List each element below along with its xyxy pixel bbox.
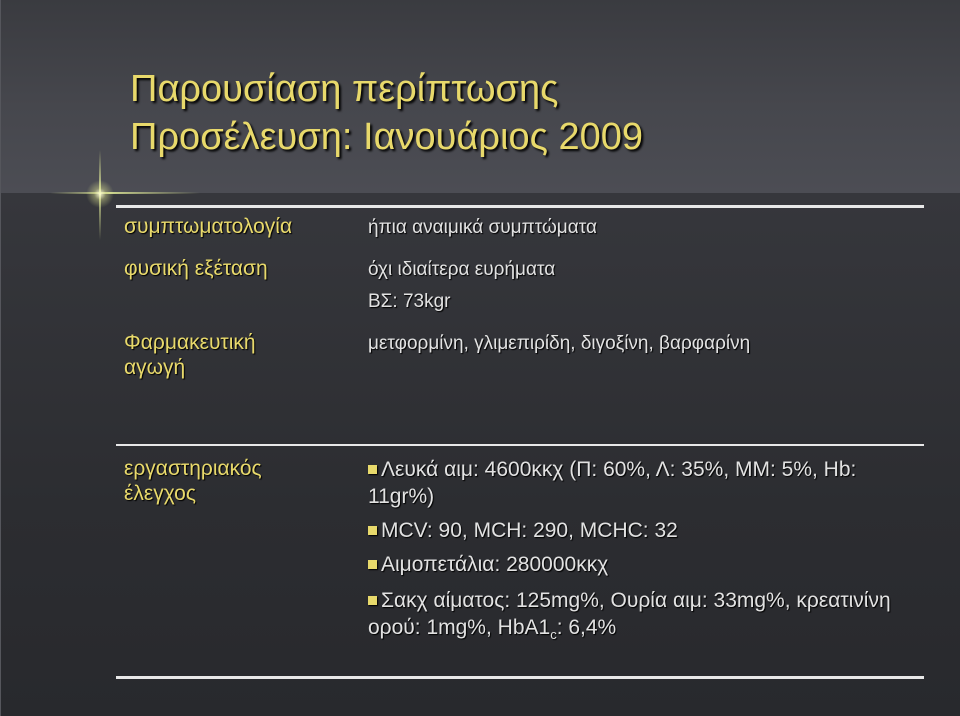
bullet-icon bbox=[368, 596, 377, 605]
symptoms-label: συμπτωματολογία bbox=[124, 215, 293, 238]
lab-item-platelets: Αιμοπετάλια: 280000κκχ bbox=[368, 551, 928, 578]
bullet-icon bbox=[368, 560, 377, 569]
middle-divider bbox=[116, 444, 924, 446]
left-border bbox=[0, 0, 1, 716]
medication-value: μετφορμίνη, γλιμεπιρίδη, διγοξίνη, βαρφαρίνη bbox=[368, 333, 751, 354]
lab-item-indices: MCV: 90, MCH: 290, MCHC: 32 bbox=[368, 517, 928, 544]
symptoms-value: ήπια αναιμικά συμπτώματα bbox=[368, 217, 597, 238]
bullet-icon bbox=[368, 526, 377, 535]
medication-label: Φαρμακευτική αγωγή bbox=[124, 331, 256, 379]
sparkle-icon bbox=[86, 180, 114, 208]
lab-item-biochemistry: Σακχ αίματος: 125mg%, Ουρία αιμ: 33mg%, κρεατινίνη ορού: 1mg%, $HbA1_c$: 6,4% bbox=[368, 589, 891, 643]
lab-label: εργαστηριακός έλεγχος bbox=[124, 457, 262, 505]
exam-label: φυσική εξέταση bbox=[124, 257, 268, 280]
top-divider bbox=[116, 205, 924, 208]
bullet-icon bbox=[368, 465, 377, 474]
exam-value: όχι ιδιαίτερα ευρήματα bbox=[368, 259, 556, 280]
weight-value: ΒΣ: 73kgr bbox=[368, 291, 451, 312]
slide-subtitle: Προσέλευση: Ιανουάριος 2009 bbox=[130, 116, 644, 158]
decorative-horizontal-line bbox=[50, 192, 200, 194]
bottom-divider bbox=[116, 676, 924, 679]
slide-title: Παρουσίαση περίπτωσης bbox=[130, 68, 559, 110]
lab-item-wbc: Λευκά αιμ: 4600κκχ (Π: 60%, Λ: 35%, ΜΜ: 5%, Hb: 11gr%) bbox=[368, 458, 857, 508]
